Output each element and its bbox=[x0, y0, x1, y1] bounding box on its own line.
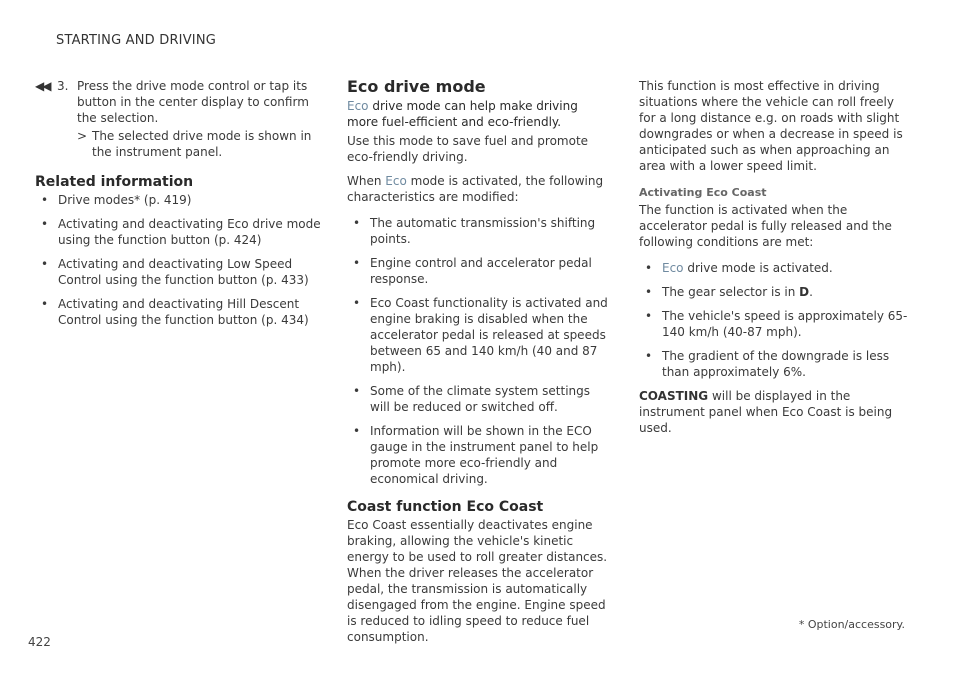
coast-heading: Coast function Eco Coast bbox=[347, 499, 544, 515]
coast-text: Eco Coast essentially deactivates engine braking, allowing the vehicle's kinetic energy to be used to roll greater distances. When the driver releases the accelerator pedal, the transmission is automatically disengaged from the engine. Engine speed is reduced to idling speed to reduce fuel consumption. bbox=[347, 518, 608, 644]
eco-characteristics-list bbox=[347, 215, 609, 487]
bullet-icon: • bbox=[41, 217, 49, 231]
column-right bbox=[639, 78, 911, 436]
related-link-drive-modes[interactable]: • Drive modes* (p. 419) bbox=[41, 193, 192, 207]
bullet-icon: • bbox=[353, 296, 361, 310]
list-item: • The gradient of the downgrade is less than approximately 6%. bbox=[645, 349, 890, 379]
conditions-list bbox=[639, 260, 911, 380]
related-link-hill-descent[interactable]: • Activating and deactivating Hill Descent Control using the function button (p. 434) bbox=[41, 297, 309, 327]
related-link-low-speed[interactable]: • Activating and deactivating Low Speed Control using the function button (p. 433) bbox=[41, 257, 309, 287]
bullet-icon: • bbox=[645, 285, 653, 299]
step-number: 3. bbox=[57, 79, 69, 93]
step-text: Press the drive mode control or tap its button in the center display to confirm the selection. bbox=[77, 79, 309, 125]
column-left bbox=[35, 78, 321, 328]
bullet-icon: • bbox=[353, 216, 361, 230]
related-heading: Related information bbox=[35, 174, 194, 190]
footnote: * Option/accessory. bbox=[798, 618, 905, 631]
list-item: • Eco Coast functionality is activated and engine braking is disabled when the accelerator pedal is released at speeds between 65 and 140 km/h (40 and 87 mph). bbox=[353, 296, 608, 374]
result-arrow-icon: > bbox=[77, 129, 88, 143]
list-item: • Eco drive mode is activated. bbox=[645, 261, 833, 275]
bullet-icon: • bbox=[41, 297, 49, 311]
list-item: • The automatic transmission's shifting points. bbox=[353, 216, 596, 246]
bullet-icon: • bbox=[645, 261, 653, 275]
coasting-note: COASTING will be displayed in the instrument panel when Eco Coast is being used. bbox=[639, 389, 893, 435]
step-result bbox=[35, 128, 321, 160]
list-item: • The gear selector is in D. bbox=[645, 285, 813, 299]
eco-when: When Eco mode is activated, the following characteristics are modified: bbox=[347, 174, 604, 204]
result-text: The selected drive mode is shown in the instrument panel. bbox=[92, 129, 312, 159]
bullet-icon: • bbox=[645, 349, 653, 363]
page-number: 422 bbox=[28, 635, 51, 649]
list-item: • Some of the climate system settings will be reduced or switched off. bbox=[353, 384, 590, 414]
bullet-icon: • bbox=[41, 257, 49, 271]
continued-arrows-icon: ◀◀ bbox=[35, 79, 50, 93]
list-item: • Engine control and accelerator pedal response. bbox=[353, 256, 592, 286]
bullet-icon: • bbox=[645, 309, 653, 323]
page-header: STARTING AND DRIVING bbox=[56, 33, 217, 48]
bullet-icon: • bbox=[353, 384, 361, 398]
column-middle bbox=[347, 78, 609, 645]
step-3 bbox=[35, 78, 321, 126]
bullet-icon: • bbox=[353, 424, 361, 438]
bullet-icon: • bbox=[353, 256, 361, 270]
eco-title: Eco drive mode bbox=[347, 77, 486, 96]
list-item: • Information will be shown in the ECO gauge in the instrument panel to help promote more eco-friendly and economical driving. bbox=[353, 424, 599, 486]
coast-intro: This function is most effective in driving situations where the vehicle can roll freely for a long distance e.g. on roads with slight downgrades or when a decrease in speed is anticipated such as when approaching an area with a lower speed limit. bbox=[639, 79, 903, 173]
eco-lead: Eco drive mode can help make driving more fuel-efficient and eco-friendly. bbox=[347, 99, 578, 129]
activating-text: The function is activated when the accelerator pedal is fully released and the following conditions are met: bbox=[639, 203, 892, 249]
bullet-icon: • bbox=[41, 193, 49, 207]
eco-intro: Use this mode to save fuel and promote eco-friendly driving. bbox=[347, 134, 589, 164]
activating-heading: Activating Eco Coast bbox=[639, 186, 767, 199]
related-link-eco[interactable]: • Activating and deactivating Eco drive mode using the function button (p. 424) bbox=[41, 217, 321, 247]
list-item: • The vehicle's speed is approximately 65-140 km/h (40-87 mph). bbox=[645, 309, 908, 339]
related-list bbox=[35, 192, 321, 328]
